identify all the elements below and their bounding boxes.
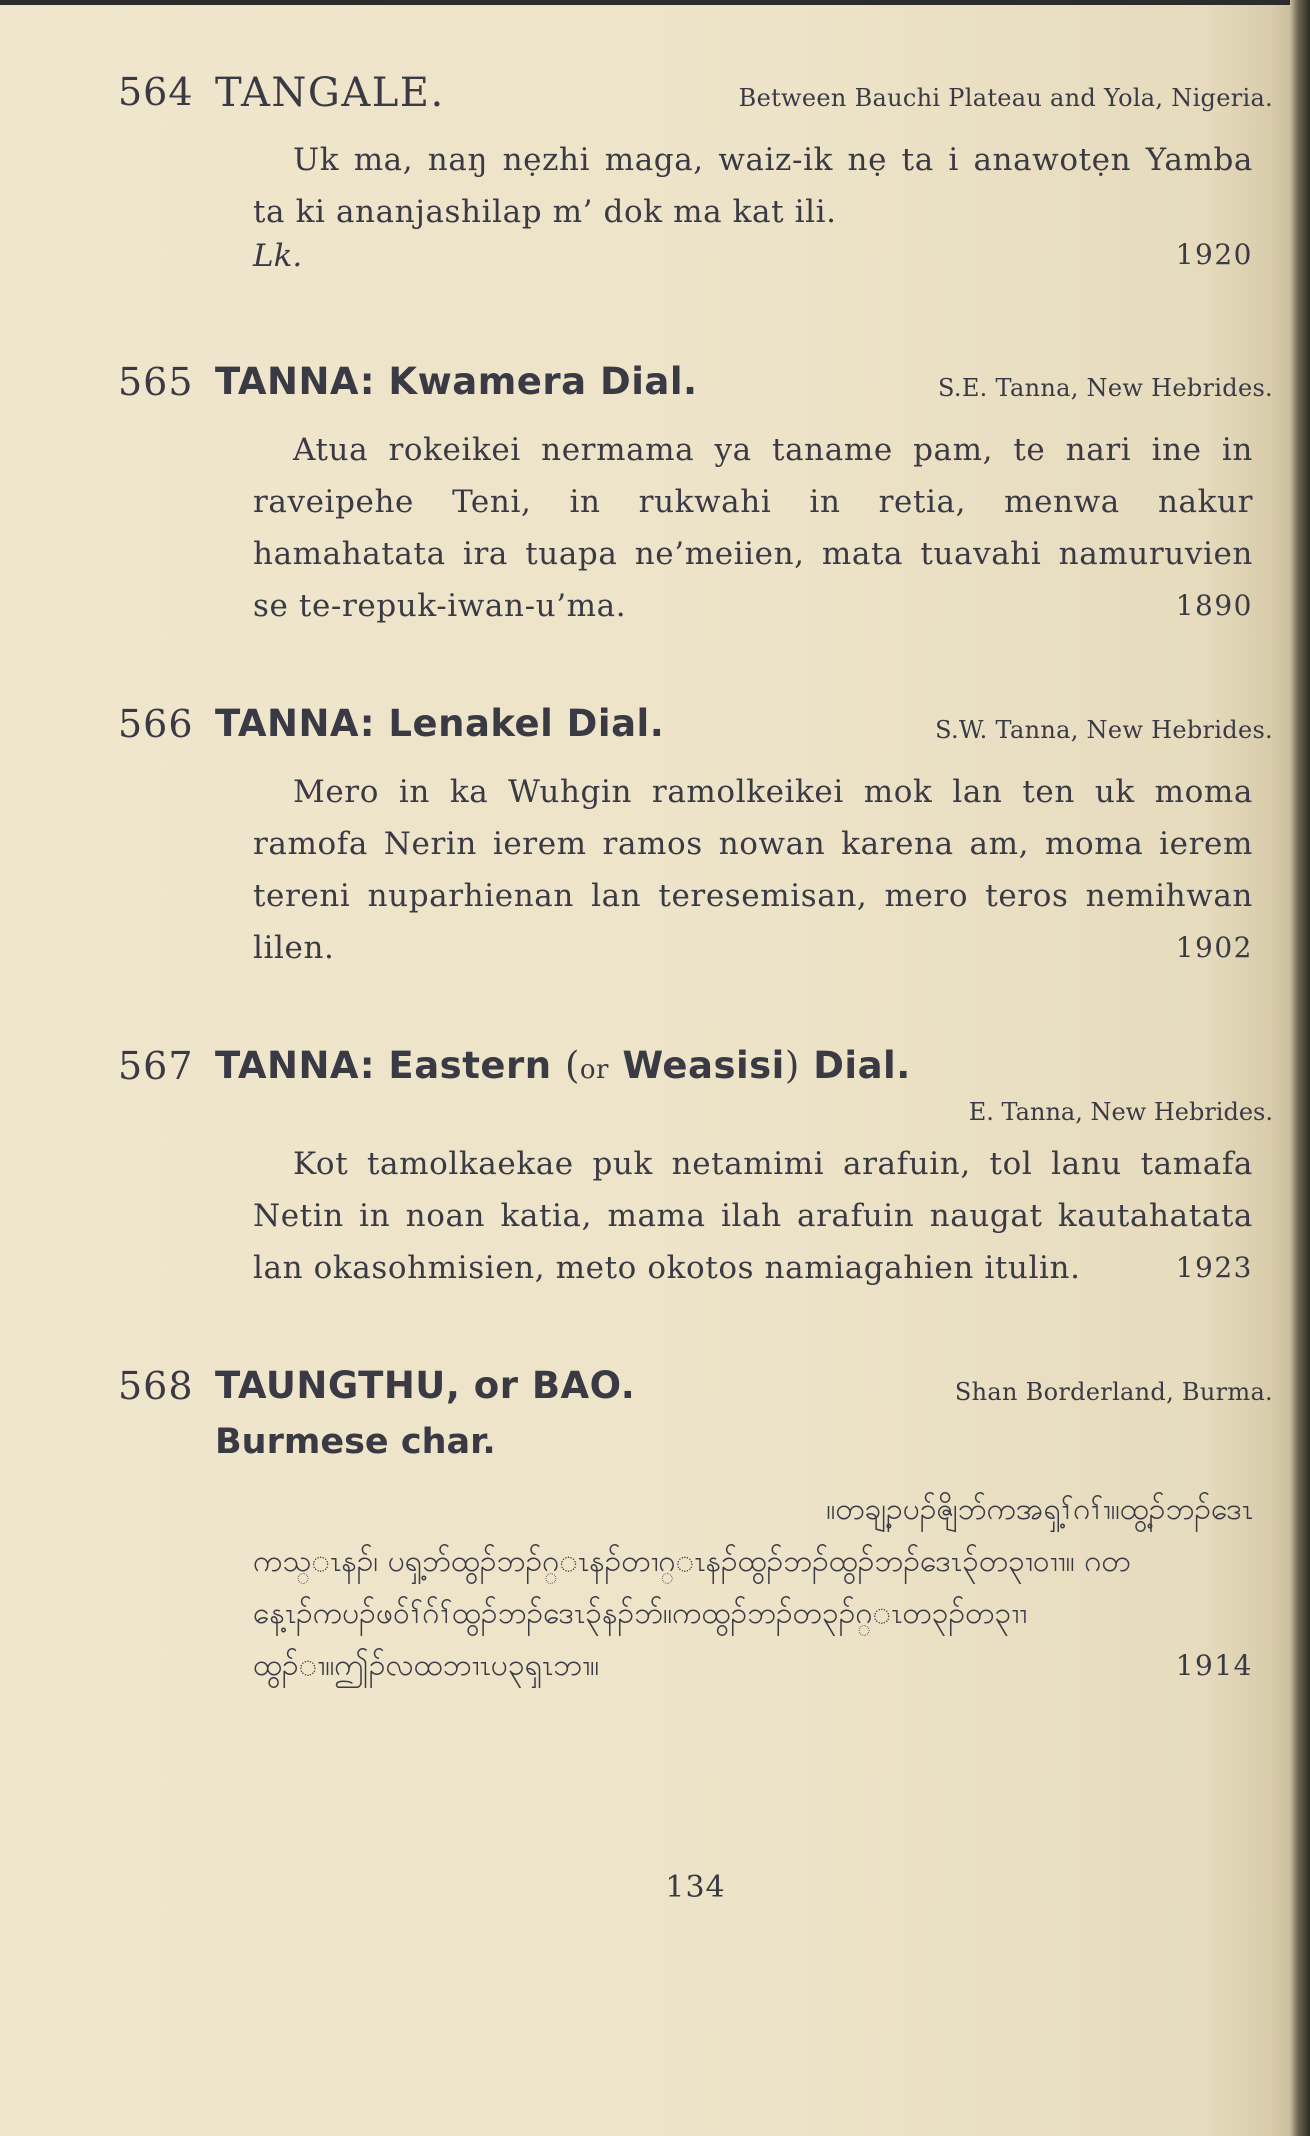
script-note: Burmese char. bbox=[215, 1422, 496, 1462]
language-name: TANNA: Lenakel Dial. bbox=[215, 702, 665, 745]
burmese-line: နေ့ၤၣ်ကပၣ်ဖ၀်ၢ်ဂ်ၢ်ထွၣ်ဘၣ်ဒေၤ၃်နၣ်ဘ်။ကထွၣ်ဘၣ်တ၃ၣ်ဂ္ၤတ၃ၣ်တ၃ၢၢ bbox=[253, 1596, 1028, 1631]
document-page bbox=[118, 70, 1273, 1905]
entry-footer bbox=[253, 238, 1253, 290]
entry-year: 1890 bbox=[1175, 589, 1253, 622]
entry-number: 566 bbox=[118, 702, 194, 746]
burmese-line: ။တချ့ၣပၣ်ၛိဘ်ကအၡ့ၢ်ဂၢ်ၢ။ထွ့ၣ်ဘၣ်ဒေၤ bbox=[826, 1492, 1253, 1527]
language-paren-open: ( bbox=[564, 1044, 580, 1087]
region-label: E. Tanna, New Hebrides. bbox=[968, 1098, 1273, 1126]
entry-header bbox=[118, 70, 1273, 134]
entry-text-block bbox=[253, 1138, 1253, 1294]
entry-565 bbox=[118, 360, 1273, 632]
burmese-line: ထွၣ်ၢ။ဤၣ်လထဘၢၤပ၃ၡၤဘၢ။ bbox=[253, 1648, 600, 1683]
entry-header bbox=[118, 1364, 1273, 1428]
entry-text: Uk ma, naŋ nẹzhi maga, waiz-ik nẹ ta i anawotẹn Yamba ta ki ananjashilap m’ dok ma kat ili. bbox=[253, 142, 1253, 230]
entry-year: 1902 bbox=[1175, 931, 1253, 964]
burmese-line-last bbox=[253, 1640, 1253, 1692]
language-name-part2: Weasisi bbox=[622, 1044, 785, 1087]
entry-abbreviation: Lk. bbox=[253, 238, 303, 274]
entry-text-body: Kot tamolkaekae puk netamimi arafuin, tol lanu tamafa Netin in noan katia, mama ilah arafuin naugat kautahatata lan okasohmisien, meto okotos namiagahien itulin. bbox=[253, 1146, 1253, 1286]
region-label: S.E. Tanna, New Hebrides. bbox=[938, 374, 1273, 402]
page-top-edge bbox=[0, 0, 1310, 5]
region-label: Shan Borderland, Burma. bbox=[954, 1378, 1273, 1406]
entry-text-body: Mero in ka Wuhgin ramolkeikei mok lan ten uk moma ramofa Nerin ierem ramos nowan karena am, moma ierem tereni nuparhienan lan teresemisan, mero teros nemihwan lilen. bbox=[253, 774, 1253, 966]
entry-568 bbox=[118, 1364, 1273, 1692]
entry-text-block bbox=[253, 134, 1253, 290]
entry-text bbox=[253, 1138, 1253, 1294]
entry-year: 1920 bbox=[1175, 238, 1253, 271]
entry-566 bbox=[118, 702, 1273, 974]
language-name bbox=[215, 1044, 911, 1087]
entry-number: 567 bbox=[118, 1044, 194, 1088]
language-name: TANGALE. bbox=[215, 70, 445, 116]
entry-567 bbox=[118, 1044, 1273, 1294]
entry-text bbox=[253, 766, 1253, 974]
language-name: TANNA: Kwamera Dial. bbox=[215, 360, 698, 403]
entry-number: 564 bbox=[118, 70, 194, 114]
entry-year: 1923 bbox=[1175, 1251, 1253, 1284]
page-number: 134 bbox=[665, 1870, 726, 1905]
burmese-text-block bbox=[253, 1484, 1253, 1692]
entry-564 bbox=[118, 70, 1273, 290]
book-spine-shadow bbox=[1290, 0, 1310, 2136]
region-label: Between Bauchi Plateau and Yola, Nigeria. bbox=[738, 84, 1273, 112]
region-label: S.W. Tanna, New Hebrides. bbox=[935, 716, 1273, 744]
entry-header bbox=[118, 1044, 1273, 1108]
language-name-part1: TANNA: Eastern bbox=[215, 1044, 552, 1087]
language-or: or bbox=[579, 1055, 609, 1085]
entry-header bbox=[118, 702, 1273, 766]
entry-text-body: Atua rokeikei nermama ya taname pam, te nari ine in raveipehe Teni, in rukwahi in retia, menwa nakur hamahatata ira tuapa ne’meiien, mata tuavahi namuruvien se te-repuk-iwan-u’ma. bbox=[253, 432, 1253, 624]
language-name-part3: Dial. bbox=[813, 1044, 911, 1087]
language-name: TAUNGTHU, or BAO. bbox=[215, 1364, 636, 1407]
entry-number: 565 bbox=[118, 360, 194, 404]
entry-text-block bbox=[253, 424, 1253, 632]
language-paren-close: ) bbox=[784, 1044, 800, 1087]
entry-number: 568 bbox=[118, 1364, 194, 1408]
burmese-line: ကသ္ၤနၣ်၊ ပၡ့ဘ်ထွၣ်ဘၣ်ဂ္ၤနၣ်တၢဂ္ၤနၣ်ထွၣ်ဘၣ်ထွၣ်ဘၣ်ဒေၤ၃်တ၃ၢ၀ၢၢ။ ဂတ bbox=[253, 1544, 1131, 1579]
entry-header bbox=[118, 360, 1273, 424]
entry-year: 1914 bbox=[1175, 1649, 1253, 1682]
entry-text-block bbox=[253, 766, 1253, 974]
entry-text bbox=[253, 424, 1253, 632]
